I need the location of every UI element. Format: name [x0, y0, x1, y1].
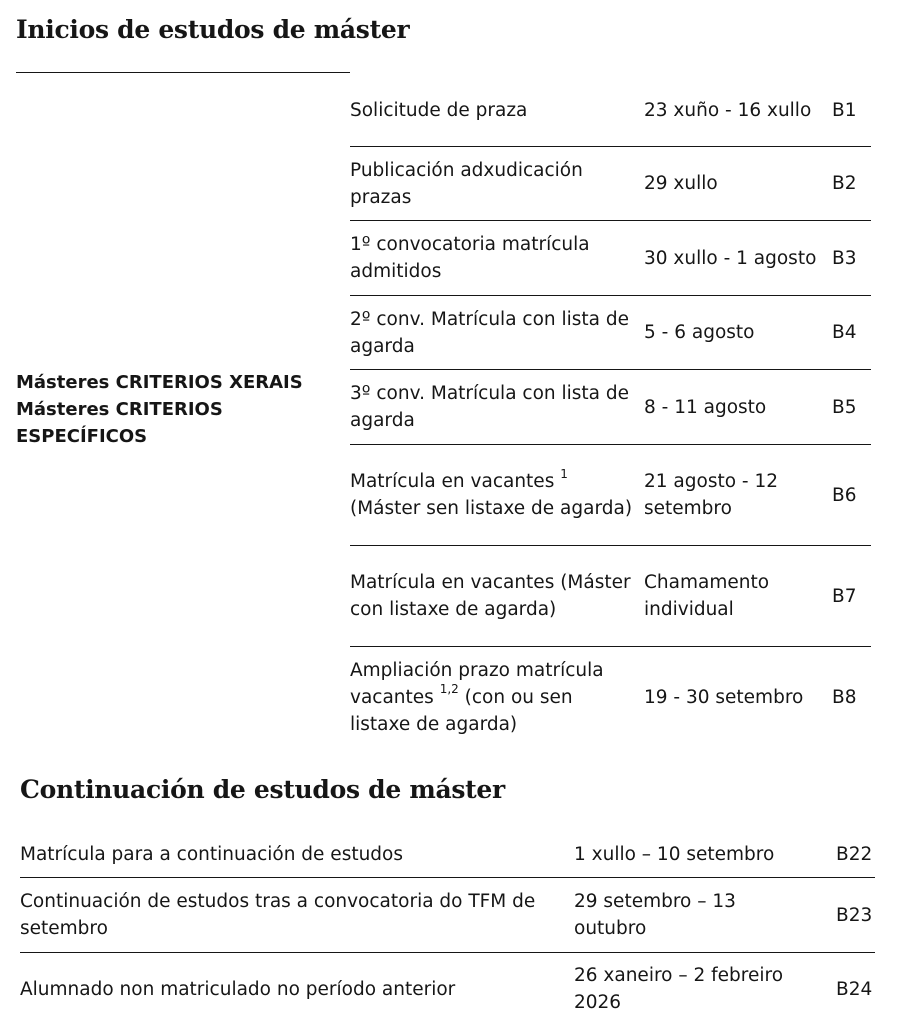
row-dates: 1 xullo – 10 setembro — [574, 844, 775, 865]
row-dates: Chamamento individual — [644, 572, 770, 620]
row-dates: 23 xuño - 16 xullo — [644, 99, 812, 121]
row-dates: 29 xullo — [644, 173, 718, 194]
row-code: B24 — [836, 978, 873, 1000]
row-code: B5 — [832, 396, 857, 418]
section-divider — [16, 72, 350, 73]
group-label-xerais: Másteres CRITERIOS XERAIS — [16, 372, 303, 393]
row-code: B8 — [832, 686, 857, 708]
section-title-continuacion: Continuación de estudos de máster — [20, 775, 505, 804]
row-step: Matrícula en vacantes $^1$ (Máster sen listaxe de agarda) — [350, 466, 633, 519]
group-label-especificos: Másteres CRITERIOS ESPECÍFICOS — [16, 399, 223, 447]
row-step: Publicación adxudicación prazas — [350, 159, 583, 208]
row-dates: 29 setembro – 13 outubro — [574, 891, 736, 939]
row-dates: 5 - 6 agosto — [644, 322, 755, 343]
row-step: Continuación de estudos tras a convocatoria do TFM de setembro — [20, 891, 536, 939]
row-code: B2 — [832, 173, 857, 194]
row-step: Alumnado non matriculado no período anterior — [20, 978, 456, 1000]
row-step: Solicitude de praza — [350, 99, 528, 121]
footnote-marker: 1 — [560, 466, 568, 481]
row-code: B6 — [832, 484, 857, 506]
group-label — [16, 369, 336, 450]
row-step: Ampliación prazo matrícula vacantes $^{1,2}$ (con ou sen listaxe de agarda) — [350, 659, 604, 735]
row-dates: 30 xullo - 1 agosto — [644, 247, 817, 269]
row-dates: 21 agosto - 12 setembro — [644, 471, 779, 519]
row-step: Matrícula en vacantes (Máster con listaxe de agarda) — [350, 572, 631, 620]
row-code: B1 — [832, 99, 857, 121]
row-dates: 19 - 30 setembro — [644, 686, 804, 708]
row-code: B7 — [832, 585, 857, 607]
row-dates: 8 - 11 agosto — [644, 396, 767, 418]
row-step: 2º conv. Matrícula con lista de agarda — [350, 308, 630, 357]
row-code: B23 — [836, 904, 873, 926]
row-step: 3º conv. Matrícula con lista de agarda — [350, 383, 630, 431]
row-step: Matrícula para a continuación de estudos — [20, 844, 404, 865]
footnote-marker: 1,2 — [439, 682, 459, 697]
row-dates: 26 xaneiro – 2 febreiro 2026 — [574, 965, 784, 1013]
row-code: B4 — [832, 322, 857, 343]
section-title-inicios: Inicios de estudos de máster — [16, 15, 410, 44]
row-code: B22 — [836, 844, 873, 865]
row-step: 1º convocatoria matrícula admitidos — [350, 234, 590, 282]
row-code: B3 — [832, 247, 857, 269]
